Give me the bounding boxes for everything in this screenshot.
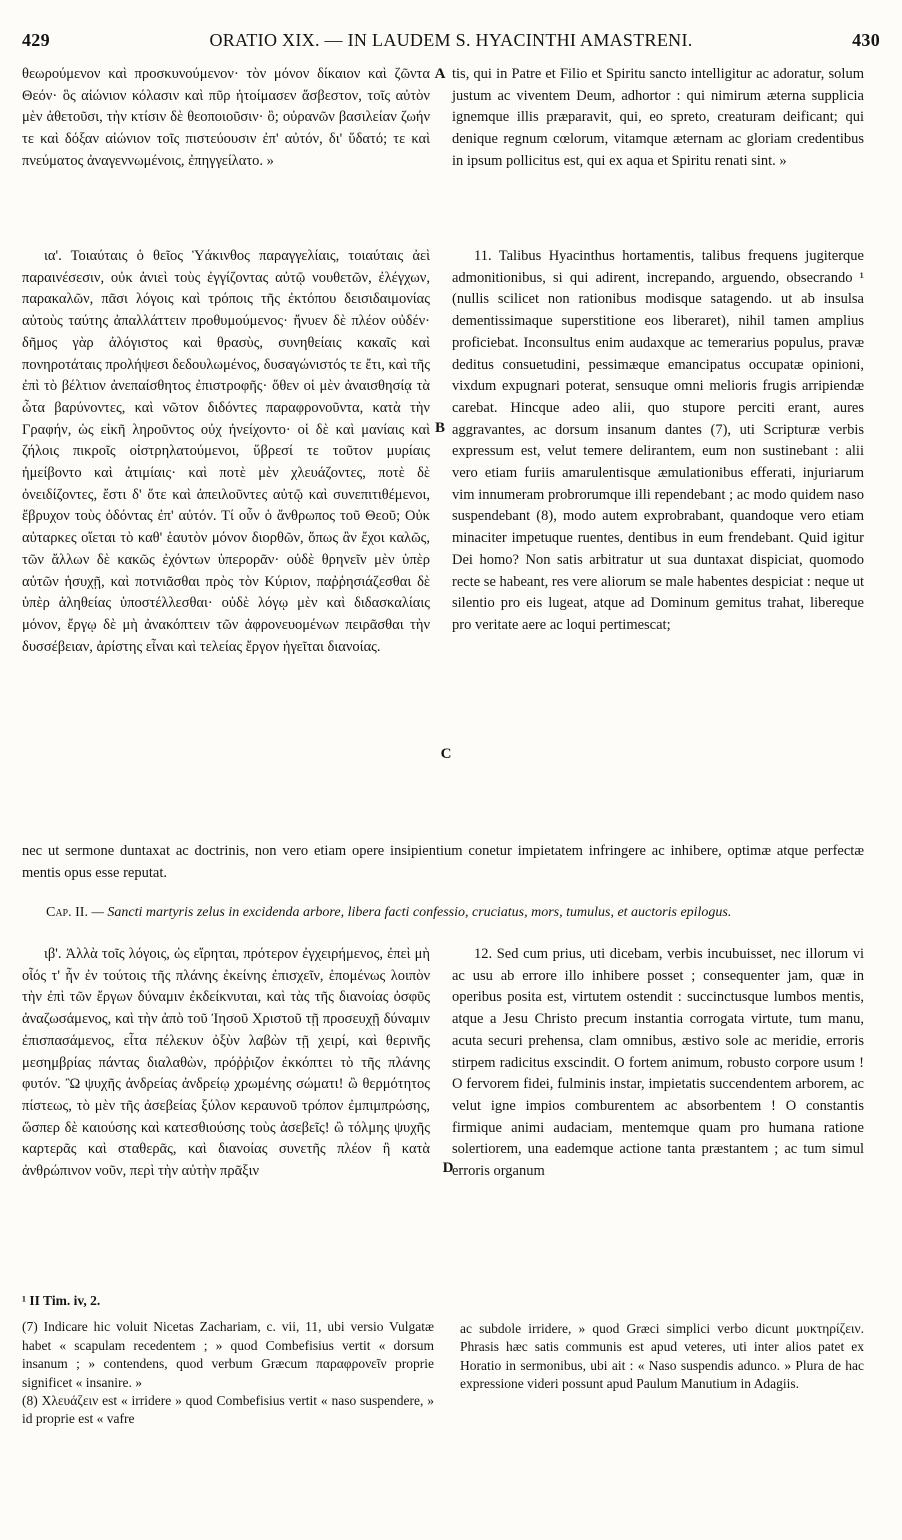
running-title: ORATIO XIX. — IN LAUDEM S. HYACINTHI AMASTRENI. xyxy=(209,30,693,50)
latin-paragraph-intro: tis, qui in Patre et Filio et Spiritu sancto intelligitur ac adoratur, solum justum ac viventem Deum, adhortor : qui nimirum æterna supplicia ignemque illis præparavit, qui, eo spreto, creaturam deificant; qui denique regnum cœlorum, vitamque æternam ac gloriam credentibus in ipsum pollicitus est, qui ex aqua et Spiritu renati sint. » xyxy=(452,66,864,169)
greek-column-2 xyxy=(22,246,430,658)
chapter-label: Cap. II. xyxy=(46,905,88,920)
footnotes-right xyxy=(460,1320,864,1394)
greek-column-1 xyxy=(22,64,430,173)
greek-paragraph-12: ιβ'. Ἀλλὰ τοῖς λόγοις, ὡς εἴρηται, πρότερον ἐγχειρήμενος, ἐπεὶ μὴ οἷός τ' ἦν ἐν τούτοις τῆς πλάνης ἐκείνης ἐπισχεῖν, ἑπομένως λοιπὸν τὴν ἐπὶ τῶν ἔργων δύναμιν ἐκδείκνυται, καὶ τὰς τῆς διανοίας ὀσφῦς ἀναζωσάμενος, καὶ τὴν ἀπὸ τοῦ Ἰησοῦ Χριστοῦ τῇ προσευχῇ δύναμιν ἐπισπασάμενος, εἶτα πέλεκυν ὀξὺν λαβὼν τῇ χειρί, καὶ θερινῆς μεσημβρίας πάντας διαλαθὼν, πρόῤῥιζον ἐκκόπτει τὸ τῆς πλάνης φυτόν. Ὢ ψυχῆς ἀνδρείας ἀνδρείῳ χρωμένης σώματι! ὢ θερμότητος πίστεως, τὸ μὲν τῆς ἀσεβείας ξύλον κεραυνοῦ τρόπον ἐμπιμπρώσης, ὥσπερ δὲ καιούσης καὶ κατεσθιούσης τοὺς ἀσεβεῖς! ὢ τόλμης ψυχῆς καρτερᾶς καὶ σταθερᾶς, καὶ διανοίας συνετῆς πλέον ἢ κατὰ ἀνθρώπινον νοῦν, περὶ τὴν αὐτὴν πρᾶξιν xyxy=(22,946,430,1180)
latin-fullwidth-text: nec ut sermone duntaxat ac doctrinis, non vero etiam opere insipientium conetur impietatem infringere ac inhibere, optimæ atque perfectæ mentis opus esse reputat. xyxy=(22,843,864,881)
greek-column-3 xyxy=(22,944,430,1183)
margin-letter-c: C xyxy=(440,746,452,762)
greek-paragraph-intro: θεωρούμενον καὶ προσκυνούμενον· τὸν μόνον δίκαιον καὶ ζῶντα Θεόν· ὃς αἰώνιον κόλασιν καὶ πῦρ ἡτοίμασεν ἄσβεστον, τοῖς αὐτὸν μὲν ἀθετοῦσι, τὴν κτίσιν δὲ θεοποιοῦσιν· ὃ; οὐρανῶν βασιλείαν ζωήν τε καὶ δόξαν αἰώνιον τοῖς πιστεύουσιν ἐπ' αὐτόν, δι' ὕδατό; τε καὶ πνεύματος ἀναγεννωμένοις, ἐπηγγείλατο. » xyxy=(22,66,430,169)
margin-letter-d: D xyxy=(442,1160,454,1176)
footnotes-left xyxy=(22,1292,434,1429)
chapter-heading xyxy=(22,904,864,922)
margin-letter-a: A xyxy=(434,66,446,82)
latin-column-2 xyxy=(452,246,864,637)
margin-letter-b: B xyxy=(434,420,445,436)
footnote-8-continued: ac subdole irridere, » quod Græci simplici verbo dicunt μυκτηρίζειν. Phrasis hæc satis communis est apud veteres, uti inter alios patet ex Horatio in sermonibus, ubi ait : « Naso suspendis adunco. » Plura de hac expressione videri possunt apud Paulum Manutium in Adagiis. xyxy=(460,1321,864,1392)
chapter-title: — Sancti martyris zelus in excidenda arbore, libera facti confessio, cruciatus, mors, tumulus, et auctoris epilogus. xyxy=(91,905,732,920)
page-number-right: 430 xyxy=(852,30,880,50)
latin-column-3 xyxy=(452,944,864,1183)
footnote-7: (7) Indicare hic voluit Nicetas Zachariam, c. vii, 11, ubi versio Vulgatæ habet « scapulam recedentem ; » quod Combefisius vertit « dorsum insanum ; » contendens, quod verbum Græcum παραφρονεῖν proprie significet « insanire. » xyxy=(22,1319,434,1390)
latin-fullwidth-continuation xyxy=(22,841,864,884)
latin-paragraph-12: 12. Sed cum prius, uti dicebam, verbis incubuisset, nec illorum vi ac usu ab errore illo inhibere posset ; consequenter jam, quæ in operibus posita est, virtutem ostendit : succinctusque lumbos mentis, atque a Jesu Christo precum instantia corrogata virtute, tum manu, acuta securi prehensa, clam omnibus, æstivo sole ac meridie, erroris stirpem radicitus exscindit. O fortem animum, robusto corpore usum ! O fervorem fidei, fulminis instar, impietatis succendentem arborem, ac velut igne impios comburentem ac absorbentem ! O constantis firmique animi audaciam, mentemque quam pro humana ratione solertiorem, una eademque actione tanta præstantem ; ac tum simul erroris organum xyxy=(452,946,864,1180)
latin-column-1 xyxy=(452,64,864,173)
latin-paragraph-11-text: 11. Talibus Hyacinthus hortamentis, talibus frequens jugiterque admonitionibus, si qui adirent, increpando, arguendo, obsecrando ¹ (nullis scilicet non rationibus modisque satagendo. ut ab insulsa dementissimaque superstitione eos liberaret), nihil tamen amplius proficiebat. Inconsultus enim audaxque ac temerarius populus, pravæ deditus consuetudini, pessimæque emancipatus occupatæ opinioni, vixdum expugnari poterat, sensuque omni melioris frugis arripiendæ carebat. Hincque adeo alii, quo stupore perciti erant, aures aggravantes, ac dorsum insanum dantes (7), uti Scripturæ verbis expressum est, velut temere delirantem, eum non sustinebant : alii vero etiam furiis amarulentisque æmulationibus efferati, injuriarum vim innumeram probrorumque illi rependebant ; ac modo quidem naso suspendebant (8), modo autem exprobrabant, quandoque vero etiam minaciter impetuque ruentes, dentibus in eum frendebant. Quid igitur Dei homo? Non satis arbitratur ut sua duntaxat dispiciat, quomodo recte se habeant, res vere aliorum se male habentes despiciat : neque ut silentio pro eis lugeat, atque ad Dominum gemitus trahat, libereque pro veritate a xyxy=(452,248,864,633)
footnote-scripture: ¹ II Tim. iv, 2. xyxy=(22,1293,101,1308)
greek-paragraph-11: ια'. Τοιαύταις ὁ θεῖος Ὑάκινθος παραγγελίαις, τοιαύταις ἀεὶ παραινέσεσιν, οὐκ ἀνιεὶ τοὺς ἐγγίζοντας αὐτῷ νουθετῶν, ἐλέγχων, παρακαλῶν, πᾶσι λόγοις καὶ τρόποις τῆς ἐκτόπου δεισιδαιμονίας αὐτοὺς ταύτης ἀπαλλάττειν προθυμούμενος· ἤνυεν δὲ πλέον οὐδέν· δῆμος γὰρ ἀλόγιστος καὶ θρασὺς, συνηθείαις κακαῖς καὶ πονηροτάταις προλήψεσι δεδουλωμένος, δυσαγώνιστός τε ἔτι, καὶ τῆς ἐπὶ τὸ βέλτιον ἀνεπαίσθητος ἐπιστροφῆς· ὅθεν οἱ μὲν ἀναισθησίᾳ τὰ ὦτα βαρύνοντες, καὶ νῶτον διδόντες παραφρονοῦντα, κατὰ τὴν Γραφήν, ὡς εἰκῆ ληροῦντος οὐχ ἠνείχοντο· οἱ δὲ καὶ μανίαις καὶ ζήλοις πικροῖς οἰστρηλατούμενοι, ὕβρεσί τε τοῦτον μυρίαις ἠμείβοντο καὶ ἀτιμίαις· καὶ ποτὲ μὲν χλευάζοντες, ποτὲ δὲ ὀνειδίζοντες, ἔστι δ' ὅτε καὶ ἀπειλοῦντες αὐτῷ καὶ συνεπιτιθέμενοι, ἔβρυχον τοὺς ὀδόντας ἐπ' αὐτόν. Τί οὖν ὁ ἄνθρωπος τοῦ Θεοῦ; Οὐκ αὐταρκες οἴεται τὸ καθ' ἑαυτὸν μόνον διορθῶν, ὅπως ἂν ἔχοι καλῶς, τῶν ἄλλων δὲ κακῶς ἐχόντων ὑπερορᾶν· οὐδὲ θρηνεῖν μὲν ὑπὲρ αὐτῶν ἡσυχῇ, καὶ ποτνιᾶσθαι πρὸς τὸν Κύριον, παῤῥησιάζεσθαι δὲ ὑπὲρ ἀληθείας ὑποστέλλεσθαι· οὐδὲ λόγῳ μὲν καὶ διδασκαλίαις μόνον, ἔργῳ δὲ μὴ ἀνακόπτειν τῶν ἀφρονευομένων πειρᾶσθαι τὴν δυσσέβειαν, ἀρίστης εἶναι καὶ τελείας ἔργον ἡγεῖται διανοίας. xyxy=(22,248,430,655)
running-header xyxy=(22,30,880,56)
latin-paragraph-11 xyxy=(452,246,864,637)
latin-paragraph-11-tail: ere ac loqui pertimescat; xyxy=(528,616,671,633)
page-number-left: 429 xyxy=(22,30,50,50)
footnote-8: (8) Χλευάζειν est « irridere » quod Combefisius vertit « naso suspendere, » id proprie est « vafre xyxy=(22,1393,434,1427)
